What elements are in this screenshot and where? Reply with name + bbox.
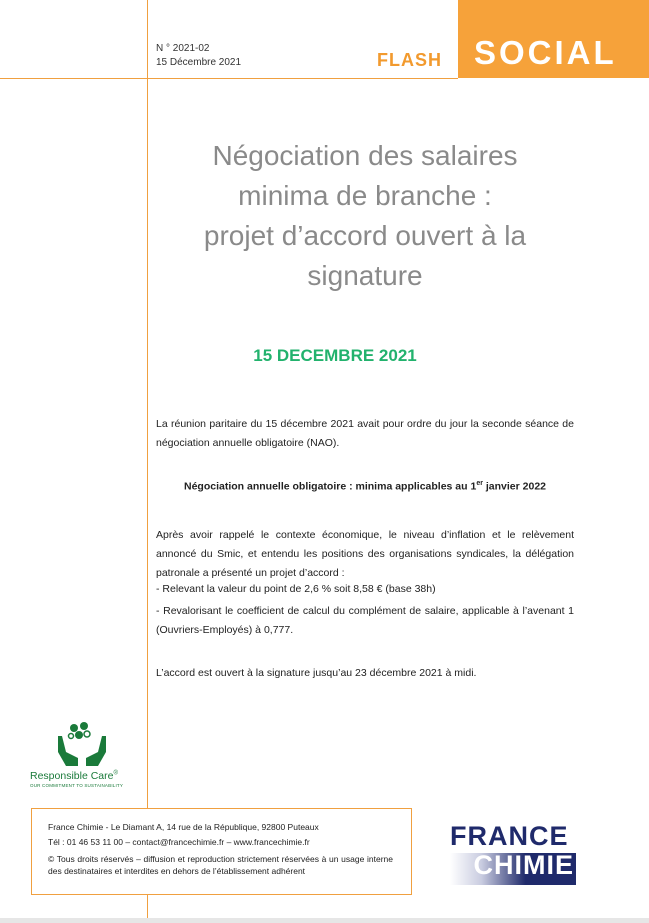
social-banner <box>458 0 649 78</box>
subheading-text: Négociation annuelle obligatoire : minima applicables au 1 <box>184 480 477 493</box>
social-label: SOCIAL <box>474 34 617 71</box>
responsible-care-label: Responsible Care <box>30 770 114 782</box>
closing-paragraph: L’accord est ouvert à la signature jusqu’au 23 décembre 2021 à midi. <box>156 667 477 679</box>
france-chimie-logo <box>450 821 576 887</box>
footer-address: France Chimie - Le Diamant A, 14 rue de la République, 92800 Puteaux <box>48 822 319 832</box>
orange-header-rule <box>0 78 458 79</box>
bullet-coefficient: - Revalorisant le coefficient de calcul du complément de salaire, applicable à l’avenant 1 (Ouvriers-Employés) à 0,777. <box>156 605 574 636</box>
orange-vertical-rule <box>147 0 148 918</box>
responsible-care-name <box>30 770 118 782</box>
subheading-text-end: janvier 2022 <box>482 480 546 493</box>
footer-box <box>31 808 412 895</box>
title-line: projet d’accord ouvert à la <box>203 220 527 251</box>
title-line: signature <box>307 260 423 291</box>
logo-france-text: FRANCE <box>450 821 569 851</box>
title-line: Négociation des salaires <box>212 140 518 171</box>
flash-label: FLASH <box>377 50 442 70</box>
context-paragraph: Après avoir rappelé le contexte économique, le niveau d’inflation et le relèvement annoncé du Smic, et entendu les positions des organisations syndicales, la délégation patronale a présenté un projet d’accord : <box>156 529 574 579</box>
footer-rights: © Tous droits réservés – diffusion et reproduction strictement réservées à un usage interne des destinataires et interdites en dehors de l’établissement adhérent <box>48 854 393 876</box>
document-title <box>170 136 560 296</box>
title-line: minima de branche : <box>238 180 492 211</box>
responsible-care-logo-icon <box>52 722 112 768</box>
subheading-superscript: er <box>476 480 483 487</box>
section-subheading <box>150 480 580 493</box>
bullet-point-value: - Relevant la valeur du point de 2,6 % soit 8,58 € (base 38h) <box>156 583 436 595</box>
document-date: 15 Décembre 2021 <box>156 57 242 68</box>
logo-chimie-text: CHIMIE <box>473 850 574 880</box>
bottom-scrollbar-track <box>0 918 649 923</box>
intro-paragraph: La réunion paritaire du 15 décembre 2021 avait pour ordre du jour la seconde séance de négociation annuelle obligatoire (NAO). <box>156 418 574 449</box>
document-number: N ° 2021-02 <box>156 43 210 54</box>
date-heading: 15 DECEMBRE 2021 <box>253 346 417 365</box>
registered-mark: ® <box>113 770 118 777</box>
footer-contact: Tél : 01 46 53 11 00 – contact@francechimie.fr – www.francechimie.fr <box>48 837 310 847</box>
responsible-care-tagline: OUR COMMITMENT TO SUSTAINABILITY <box>30 783 124 788</box>
